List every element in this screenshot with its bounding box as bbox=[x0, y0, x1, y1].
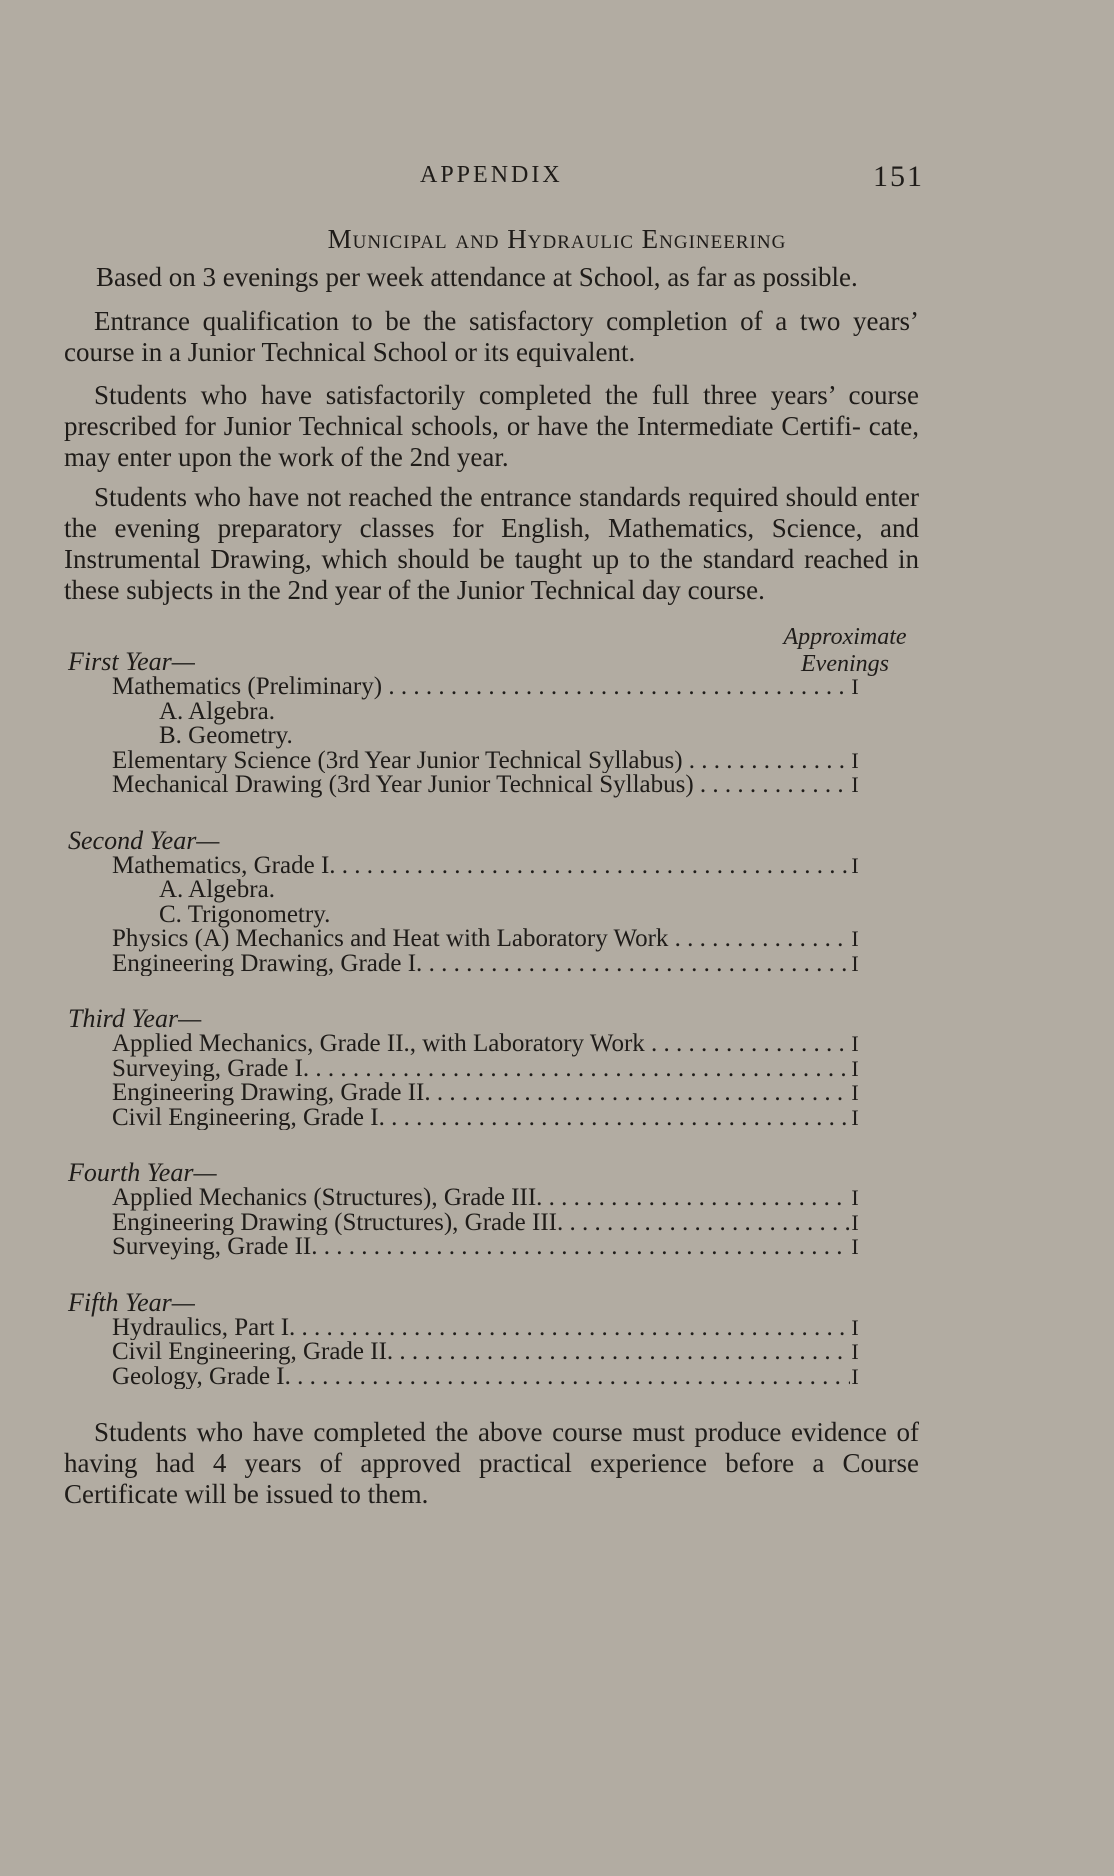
subject-text: Geology, Grade I. . . . bbox=[112, 1365, 850, 1390]
subtopic-label: A. Algebra. bbox=[159, 876, 275, 903]
year-label: Second Year— bbox=[68, 825, 220, 855]
year-block bbox=[66, 1160, 946, 1260]
subject-label bbox=[112, 1057, 850, 1082]
subject-label bbox=[112, 1316, 850, 1341]
subject-row bbox=[66, 749, 946, 774]
intro-line: Based on 3 evenings per week attendance at School, as far as possible. bbox=[96, 262, 858, 292]
subject-row bbox=[66, 854, 946, 879]
evenings-value: I bbox=[851, 926, 859, 951]
subject-text: Applied Mechanics (Structures), Grade III. . . . bbox=[112, 1186, 850, 1211]
subject-label bbox=[112, 1081, 850, 1106]
subject-text: Civil Engineering, Grade I. . . . bbox=[112, 1106, 850, 1131]
subject-label bbox=[112, 854, 850, 879]
evenings-value: I bbox=[851, 1104, 859, 1130]
course-schedule bbox=[66, 649, 946, 1419]
subject-text: Physics (A) Mechanics and Heat with Laboratory Work . . . bbox=[112, 927, 850, 952]
subject-row bbox=[66, 1081, 946, 1106]
running-head: APPENDIX bbox=[420, 162, 563, 188]
subject-text: Civil Engineering, Grade II. . . . bbox=[112, 1340, 850, 1365]
subtopic-label: A. Algebra. bbox=[159, 697, 275, 725]
subject-label bbox=[112, 1235, 850, 1260]
evenings-value: I bbox=[851, 772, 859, 797]
page-number: 151 bbox=[873, 160, 924, 193]
subject-row bbox=[66, 1032, 946, 1057]
subject-text: Engineering Drawing, Grade II. . . . bbox=[112, 1081, 850, 1106]
section-title: Municipal and Hydraulic Engineering bbox=[327, 224, 787, 254]
subject-row bbox=[66, 675, 946, 700]
subject-label bbox=[112, 675, 850, 700]
subject-text: Mathematics, Grade I. . . . bbox=[112, 854, 850, 879]
subtopic-row bbox=[66, 724, 946, 749]
subject-row bbox=[66, 1186, 946, 1211]
subject-text: Elementary Science (3rd Year Junior Technical Syllabus) . . . bbox=[112, 749, 850, 774]
evenings-value: I bbox=[851, 1363, 859, 1389]
paragraph-preparatory: Students who have not reached the entrance standards required should enter the evening preparatory classes for English, Mathematics, Science, and Instrumental Drawing, which should be taught up to the standard reached in these subjects in the 2nd year of the Junior Technical day course. bbox=[64, 482, 919, 605]
subject-row bbox=[66, 773, 946, 798]
subject-row bbox=[66, 1106, 946, 1131]
subject-label bbox=[112, 773, 850, 798]
evenings-value: I bbox=[851, 674, 859, 699]
subtopic-row bbox=[66, 697, 946, 725]
evenings-value: I bbox=[851, 1234, 859, 1259]
subject-row bbox=[66, 1057, 946, 1082]
subject-row bbox=[66, 927, 946, 952]
subject-label bbox=[112, 1365, 850, 1390]
closing-paragraph: Students who have completed the above course must produce evidence of having had 4 years of approved practical experience before a Course Certificate will be issued to them. bbox=[64, 1417, 919, 1509]
evenings-value: I bbox=[851, 852, 859, 878]
subject-text: Engineering Drawing, Grade I. . . . bbox=[112, 952, 850, 977]
subject-label bbox=[112, 952, 850, 977]
subject-text: Applied Mechanics, Grade II., with Laboratory Work . . . bbox=[112, 1032, 850, 1057]
subject-row bbox=[66, 1316, 946, 1341]
subject-text: Mechanical Drawing (3rd Year Junior Technical Syllabus) . . . bbox=[112, 773, 850, 798]
evenings-value: I bbox=[851, 1209, 859, 1235]
subject-label bbox=[112, 1340, 850, 1365]
evenings-value: I bbox=[851, 1185, 859, 1210]
subject-text: Surveying, Grade II. . . . bbox=[112, 1235, 850, 1260]
evenings-value: I bbox=[851, 1055, 859, 1081]
subject-label bbox=[112, 1106, 850, 1131]
year-block bbox=[66, 825, 946, 977]
year-block bbox=[66, 1287, 946, 1390]
subtopic-row bbox=[66, 900, 946, 928]
subject-text: Mathematics (Preliminary) . . . bbox=[112, 675, 850, 700]
subject-label bbox=[112, 1186, 850, 1211]
subject-row bbox=[66, 1365, 946, 1390]
evenings-value: I bbox=[851, 747, 859, 773]
subtopic-label: C. Trigonometry. bbox=[159, 900, 331, 928]
subject-row bbox=[66, 952, 946, 977]
year-label: Third Year— bbox=[68, 1004, 202, 1033]
evenings-value: I bbox=[851, 950, 859, 976]
column-header-line2: Evenings bbox=[801, 651, 889, 677]
column-header-line1: Approximate bbox=[783, 624, 907, 650]
subject-label bbox=[112, 1211, 850, 1236]
subject-label bbox=[112, 749, 850, 774]
page-header bbox=[0, 160, 1114, 196]
evenings-value: I bbox=[851, 1314, 859, 1340]
paragraph-entrance: Entrance qualification to be the satisfactory completion of a two years’ course in a Junior Technical School or its equivalent. bbox=[64, 306, 919, 367]
evenings-value: I bbox=[851, 1339, 859, 1364]
subject-label bbox=[112, 927, 850, 952]
subtopic-row bbox=[66, 878, 946, 903]
year-block bbox=[66, 1006, 946, 1130]
paragraph-advanced-entry: Students who have satisfactorily completed the full three years’ course prescribed for Junior Technical schools, or have the Intermediate Certifi- cate, may enter upon the work of the 2nd year. bbox=[64, 380, 919, 472]
subject-text: Engineering Drawing (Structures), Grade III. . . . bbox=[112, 1211, 850, 1236]
subject-row bbox=[66, 1211, 946, 1236]
subject-label bbox=[112, 1032, 850, 1057]
year-label: Fourth Year— bbox=[68, 1158, 217, 1187]
year-block bbox=[66, 649, 946, 798]
subject-text: Hydraulics, Part I. . . . bbox=[112, 1316, 850, 1341]
evenings-value: I bbox=[851, 1031, 859, 1056]
evenings-value: I bbox=[851, 1080, 859, 1105]
subject-row bbox=[66, 1235, 946, 1260]
subject-row bbox=[66, 1340, 946, 1365]
subtopic-label: B. Geometry. bbox=[159, 722, 293, 749]
year-label: Fifth Year— bbox=[68, 1287, 195, 1317]
year-label: First Year— bbox=[68, 647, 195, 676]
subject-text: Surveying, Grade I. . . . bbox=[112, 1057, 850, 1082]
